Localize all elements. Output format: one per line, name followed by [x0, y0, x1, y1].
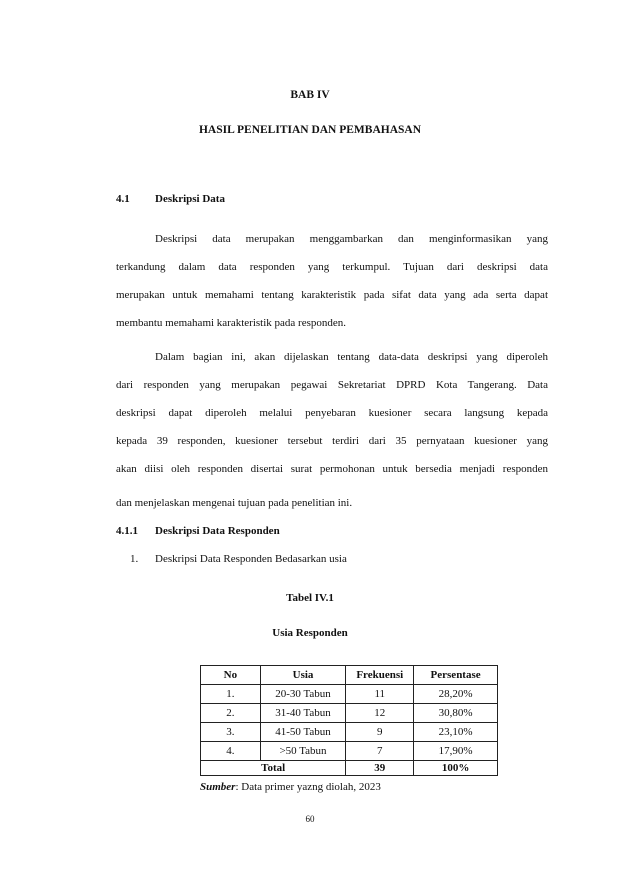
table-header-row: [201, 666, 498, 685]
age-table: [200, 665, 498, 776]
header-usia: Usia: [260, 666, 346, 685]
table-caption: Tabel IV.1: [286, 592, 334, 604]
source-label: Sumber: [200, 781, 236, 793]
paragraph-line: deskripsi dapat diperoleh melalui penyebaran kuesioner secara langsung kepada: [116, 407, 548, 419]
header-persentase: Persentase: [414, 666, 498, 685]
table-total-row: [201, 761, 498, 776]
cell-frekuensi: 7: [346, 742, 414, 761]
header-frekuensi: Frekuensi: [346, 666, 414, 685]
cell-persentase: 28,20%: [414, 685, 498, 704]
paragraph-line: akan diisi oleh responden disertai surat permohonan untuk bersedia menjadi responden: [116, 463, 548, 475]
cell-usia: 20-30 Tabun: [260, 685, 346, 704]
cell-frekuensi: 11: [346, 685, 414, 704]
header-no: No: [201, 666, 261, 685]
chapter-label: BAB IV: [290, 89, 330, 101]
cell-persentase: 30,80%: [414, 704, 498, 723]
cell-no: 3.: [201, 723, 261, 742]
total-label: Total: [201, 761, 346, 776]
paragraph-line: Dalam bagian ini, akan dijelaskan tentang data-data deskripsi yang diperoleh: [155, 351, 548, 363]
cell-persentase: 17,90%: [414, 742, 498, 761]
section-number: 4.1: [116, 193, 130, 205]
cell-frekuensi: 9: [346, 723, 414, 742]
table-row: [201, 685, 498, 704]
subsection-number: 4.1.1: [116, 525, 138, 537]
section-title: Deskripsi Data: [155, 193, 225, 205]
subsection-title: Deskripsi Data Responden: [155, 525, 280, 537]
cell-no: 1.: [201, 685, 261, 704]
total-persentase: 100%: [414, 761, 498, 776]
table-title: Usia Responden: [272, 627, 348, 639]
paragraph-line: membantu memahami karakteristik pada responden.: [116, 317, 347, 329]
cell-frekuensi: 12: [346, 704, 414, 723]
paragraph-line: Deskripsi data merupakan menggambarkan dan menginformasikan yang: [155, 233, 548, 245]
cell-usia: >50 Tabun: [260, 742, 346, 761]
page-number: 60: [305, 814, 315, 824]
cell-no: 4.: [201, 742, 261, 761]
paragraph-line: kepada 39 responden, kuesioner tersebut terdiri dari 35 pernyataan kuesioner yang: [116, 435, 548, 447]
table-source: [200, 781, 381, 793]
table-row: [201, 742, 498, 761]
chapter-title: HASIL PENELITIAN DAN PEMBAHASAN: [198, 124, 422, 136]
list-item-number: 1.: [130, 553, 139, 565]
paragraph-line: dari responden yang merupakan pegawai Sekretariat DPRD Kota Tangerang. Data: [116, 379, 548, 391]
table-row: [201, 704, 498, 723]
total-frekuensi: 39: [346, 761, 414, 776]
paragraph-line: dan menjelaskan mengenai tujuan pada penelitian ini.: [116, 497, 353, 509]
cell-usia: 41-50 Tabun: [260, 723, 346, 742]
cell-no: 2.: [201, 704, 261, 723]
cell-usia: 31-40 Tabun: [260, 704, 346, 723]
paragraph-line: terkandung dalam data responden yang terkumpul. Tujuan dari deskripsi data: [116, 261, 548, 273]
paragraph-line: merupakan untuk memahami tentang karakteristik pada sifat data yang ada serta dapat: [116, 289, 548, 301]
source-text: : Data primer yazng diolah, 2023: [235, 781, 381, 793]
table-row: [201, 723, 498, 742]
list-item-text: Deskripsi Data Responden Bedasarkan usia: [155, 553, 347, 565]
cell-persentase: 23,10%: [414, 723, 498, 742]
